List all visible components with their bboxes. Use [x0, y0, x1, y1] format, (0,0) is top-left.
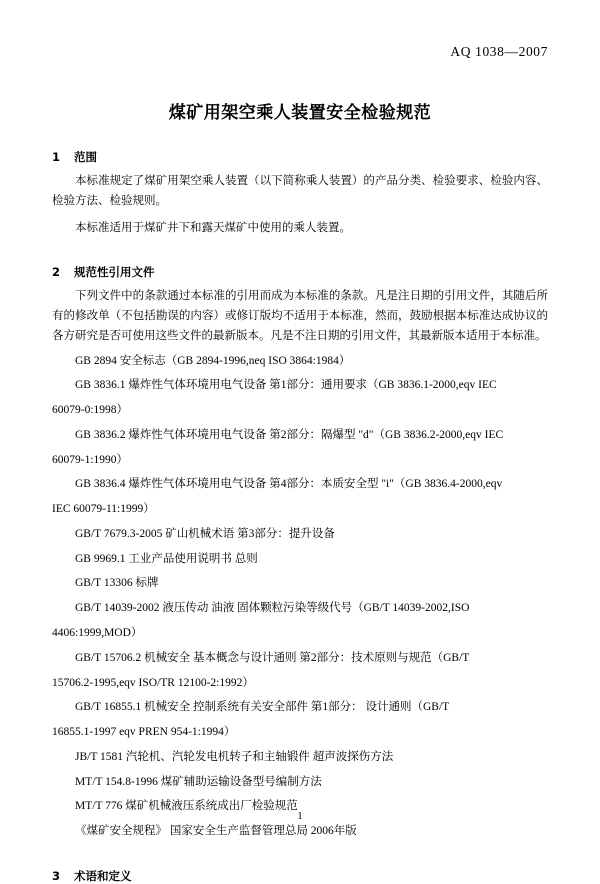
reference-item: GB 3836.1 爆炸性气体环境用电气设备 第1部分：通用要求（GB 3836.1-2000,eqv IEC — [75, 379, 497, 392]
section-number-1: 1 — [52, 150, 61, 164]
reference-item-continuation: IEC 60079-11:1999） — [52, 503, 155, 516]
reference-item-continuation: 4406:1999,MOD） — [52, 627, 143, 640]
reference-item: JB/T 1581 汽轮机、汽轮发电机转子和主轴锻件 超声波探伤方法 — [75, 750, 394, 763]
paragraph: 本标准规定了煤矿用架空乘人装置（以下简称乘人装置）的产品分类、检验要求、检验内容、检验方法、检验规则。 — [52, 175, 548, 207]
paragraph: 本标准适用于煤矿井下和露天煤矿中使用的乘人装置。 — [75, 221, 351, 234]
reference-item: MT/T 154.8-1996 煤矿辅助运输设备型号编制方法 — [75, 775, 322, 788]
reference-item: GB/T 15706.2 机械安全 基本概念与设计通则 第2部分：技术原则与规范（GB/T — [75, 651, 470, 664]
section-heading-2 — [52, 264, 548, 280]
section-number-3: 3 — [52, 868, 61, 883]
reference-item: MT/T 776 煤矿机械液压系统成出厂检验规范 — [75, 800, 298, 813]
reference-item: GB 9969.1 工业产品使用说明书 总则 — [75, 552, 258, 565]
reference-item-continuation: 15706.2-1995,eqv ISO/TR 12100-2:1992） — [52, 676, 254, 689]
reference-item: 《煤矿安全规程》 国家安全生产监督管理总局 2006年版 — [75, 825, 357, 838]
reference-item: GB 3836.4 爆炸性气体环境用电气设备 第4部分：本质安全型 "i"（GB 3836.4-2000,eqv — [75, 478, 503, 491]
reference-item-continuation: 16855.1-1997 eqv PREN 954-1:1994） — [52, 726, 236, 739]
reference-item: GB/T 16855.1 机械安全 控制系统有关安全部件 第1部分： 设计通则（GB/T — [75, 701, 450, 714]
section-heading-1 — [52, 149, 548, 165]
page-title: 煤矿用架空乘人装置安全检验规范 — [168, 103, 432, 123]
page-number: 1 — [297, 811, 303, 822]
reference-item-continuation: 60079-0:1998） — [52, 404, 129, 417]
reference-item: GB 2894 安全标志（GB 2894-1996,neq ISO 3864:1984） — [75, 354, 351, 367]
section-title-2: 规范性引用文件 — [74, 265, 155, 280]
section-number-2: 2 — [52, 265, 61, 280]
section-title-1: 范围 — [74, 150, 97, 164]
reference-item: GB/T 13306 标牌 — [75, 577, 159, 590]
section-title-3: 术语和定义 — [74, 868, 132, 883]
section-heading-3 — [52, 868, 548, 884]
reference-item: GB/T 7679.3-2005 矿山机械术语 第3部分：提升设备 — [75, 527, 335, 540]
reference-item-continuation: 60079-1:1990） — [52, 453, 129, 466]
standard-code: AQ 1038—2007 — [450, 44, 548, 59]
paragraph: 下列文件中的条款通过本标准的引用而成为本标准的条款。凡是注日期的引用文件，其随后所有的修改单（不包括勘误的内容）或修订版均不适用于本标准，然而，鼓励根据本标准达成协议的各方研究是否可使用这些文件的最新版本。凡是不注日期的引用文件，其最新版本适用于本标准。 — [52, 290, 548, 342]
reference-item: GB/T 14039-2002 液压传动 油液 固体颗粒污染等级代号（GB/T 14039-2002,ISO — [75, 602, 470, 615]
reference-item: GB 3836.2 爆炸性气体环境用电气设备 第2部分：隔爆型 "d"（GB 3836.2-2000,eqv IEC — [75, 428, 504, 441]
